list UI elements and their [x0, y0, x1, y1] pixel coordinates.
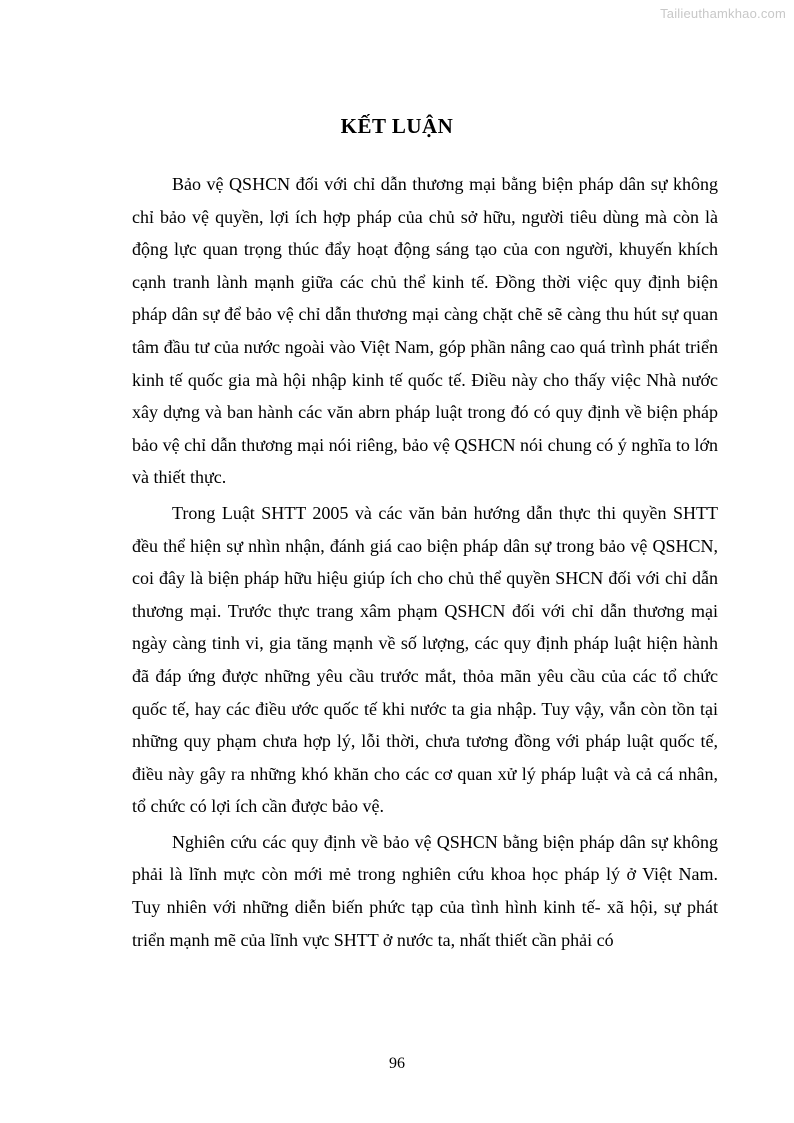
paragraph-2: Trong Luật SHTT 2005 và các văn bản hướng dẫn thực thi quyền SHTT đều thể hiện sự nhìn nhận, đánh giá cao biện pháp dân sự trong bảo vệ QSHCN, coi đây là biện pháp hữu hiệu giúp ích cho chủ thể quyền SHCN đối với chỉ dẫn thương mại. Trước thực trang xâm phạm QSHCN đối với chỉ dẫn thương mại ngày càng tinh vi, gia tăng mạnh về số lượng, các quy định pháp luật hiện hành đã đáp ứng được những yêu cầu trước mắt, thỏa mãn yêu cầu của các tổ chức quốc tế, hay các điều ước quốc tế khi nước ta gia nhập. Tuy vậy, vẫn còn tồn tại những quy phạm chưa hợp lý, lỗi thời, chưa tương đồng với pháp luật quốc tế, điều này gây ra những khó khăn cho các cơ quan xử lý pháp luật và cả cá nhân, tổ chức có lợi ích cần được bảo vệ.: [132, 502, 718, 817]
paragraph-3: Nghiên cứu các quy định về bảo vệ QSHCN bằng biện pháp dân sự không phải là lĩnh mực còn mới mẻ trong nghiên cứu khoa học pháp lý ở Việt Nam. Tuy nhiên với những diễn biến phức tạp của tình hình kinh tế- xã hội, sự phát triển mạnh mẽ của lĩnh vực SHTT ở nước ta, nhất thiết cần phải có: [132, 831, 718, 950]
site-watermark: Tailieuthamkhao.com: [660, 6, 786, 21]
page-number: 96: [389, 1055, 405, 1072]
document-body: [132, 168, 718, 958]
paragraph-1: Bảo vệ QSHCN đối với chỉ dẫn thương mại bằng biện pháp dân sự không chỉ bảo vệ quyền, lợi ích hợp pháp của chủ sở hữu, người tiêu dùng mà còn là động lực quan trọng thúc đẩy hoạt động sáng tạo của con người, khuyến khích cạnh tranh lành mạnh giữa các chủ thể kinh tế. Đồng thời việc quy định biện pháp dân sự để bảo vệ chỉ dẫn thương mại càng chặt chẽ sẽ càng thu hút sự quan tâm đầu tư của nước ngoài vào Việt Nam, góp phần nâng cao quá trình phát triển kinh tế quốc gia mà hội nhập kinh tế quốc tế. Điều này cho thấy việc Nhà nước xây dựng và ban hành các văn abrn pháp luật trong đó có quy định về biện pháp bảo vệ chỉ dẫn thương mại nói riêng, bảo vệ QSHCN nói chung có ý nghĩa to lớn và thiết thực.: [132, 174, 718, 488]
page-title: KẾT LUẬN: [340, 114, 454, 138]
